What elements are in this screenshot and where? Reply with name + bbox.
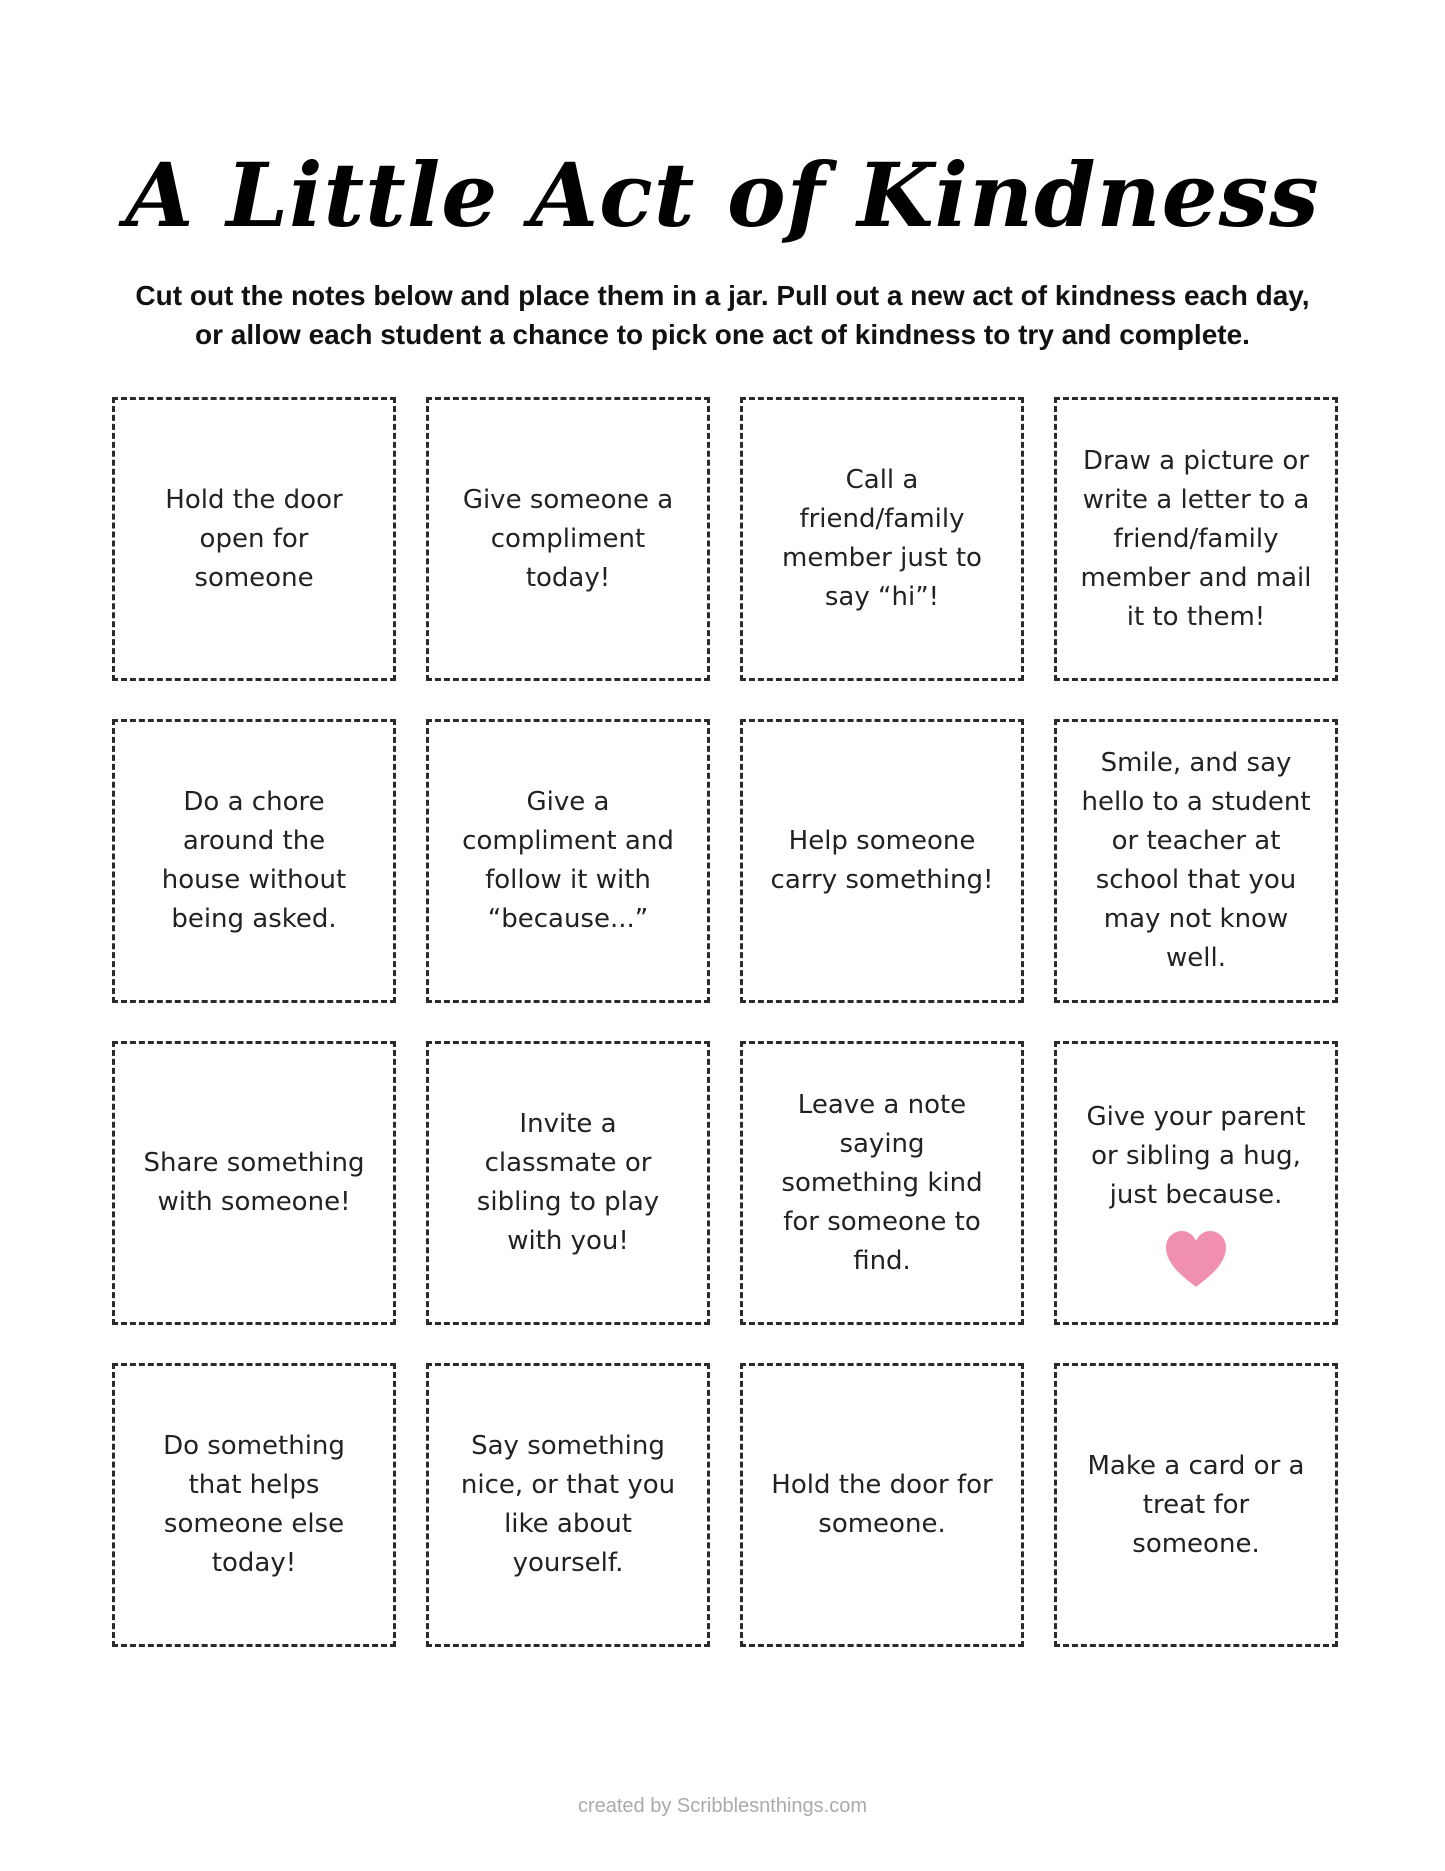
kindness-card [1054,397,1338,681]
kindness-card [112,1041,396,1325]
page-title: A Little Act of Kindness [125,143,1320,247]
card-text: Do something that helps someone else today! [163,1431,345,1578]
card-text: Draw a picture or write a letter to a friend/family member and mail it to them! [1080,445,1312,632]
card-text: Invite a classmate or sibling to play with you! [476,1109,660,1256]
heart-icon [1162,1229,1230,1289]
card-text: Hold the door open for someone [165,484,343,593]
kindness-card [112,1363,396,1647]
kindness-card [112,719,396,1003]
kindness-card [426,1363,710,1647]
card-text: Do a chore around the house without being asked. [161,787,347,934]
kindness-card [112,397,396,681]
instructions: Cut out the notes below and place them in a jar. Pull out a new act of kindness each day, or allow each student a chance to pick one act of kindness to try and complete. [135,280,1310,350]
card-text: Give your parent or sibling a hug, just because. [1086,1102,1306,1210]
kindness-card [740,397,1024,681]
card-text: Hold the door for someone. [771,1470,993,1539]
card-text: Help someone carry something! [770,826,994,895]
kindness-card [740,719,1024,1003]
card-text: Smile, and say hello to a student or teacher at school that you may not know well. [1081,748,1311,973]
card-text: Give a compliment and follow it with “because...” [462,787,674,934]
card-text: Share something with someone! [143,1148,365,1217]
kindness-card-grid [112,397,1338,1647]
kindness-card [426,1041,710,1325]
card-text: Call a friend/family member just to say “hi”! [782,465,982,612]
kindness-card [1054,1363,1338,1647]
kindness-card [1054,719,1338,1003]
kindness-card [1054,1041,1338,1325]
card-text: Leave a note saying something kind for someone to find. [781,1089,983,1276]
kindness-card [740,1363,1024,1647]
kindness-card [426,719,710,1003]
kindness-card [426,397,710,681]
card-text: Give someone a compliment today! [462,484,674,593]
card-text: Say something nice, or that you like about yourself. [460,1431,676,1578]
footer-credit: created by Scribblesnthings.com [577,1795,868,1817]
card-text: Make a card or a treat for someone. [1087,1450,1305,1559]
kindness-card [740,1041,1024,1325]
